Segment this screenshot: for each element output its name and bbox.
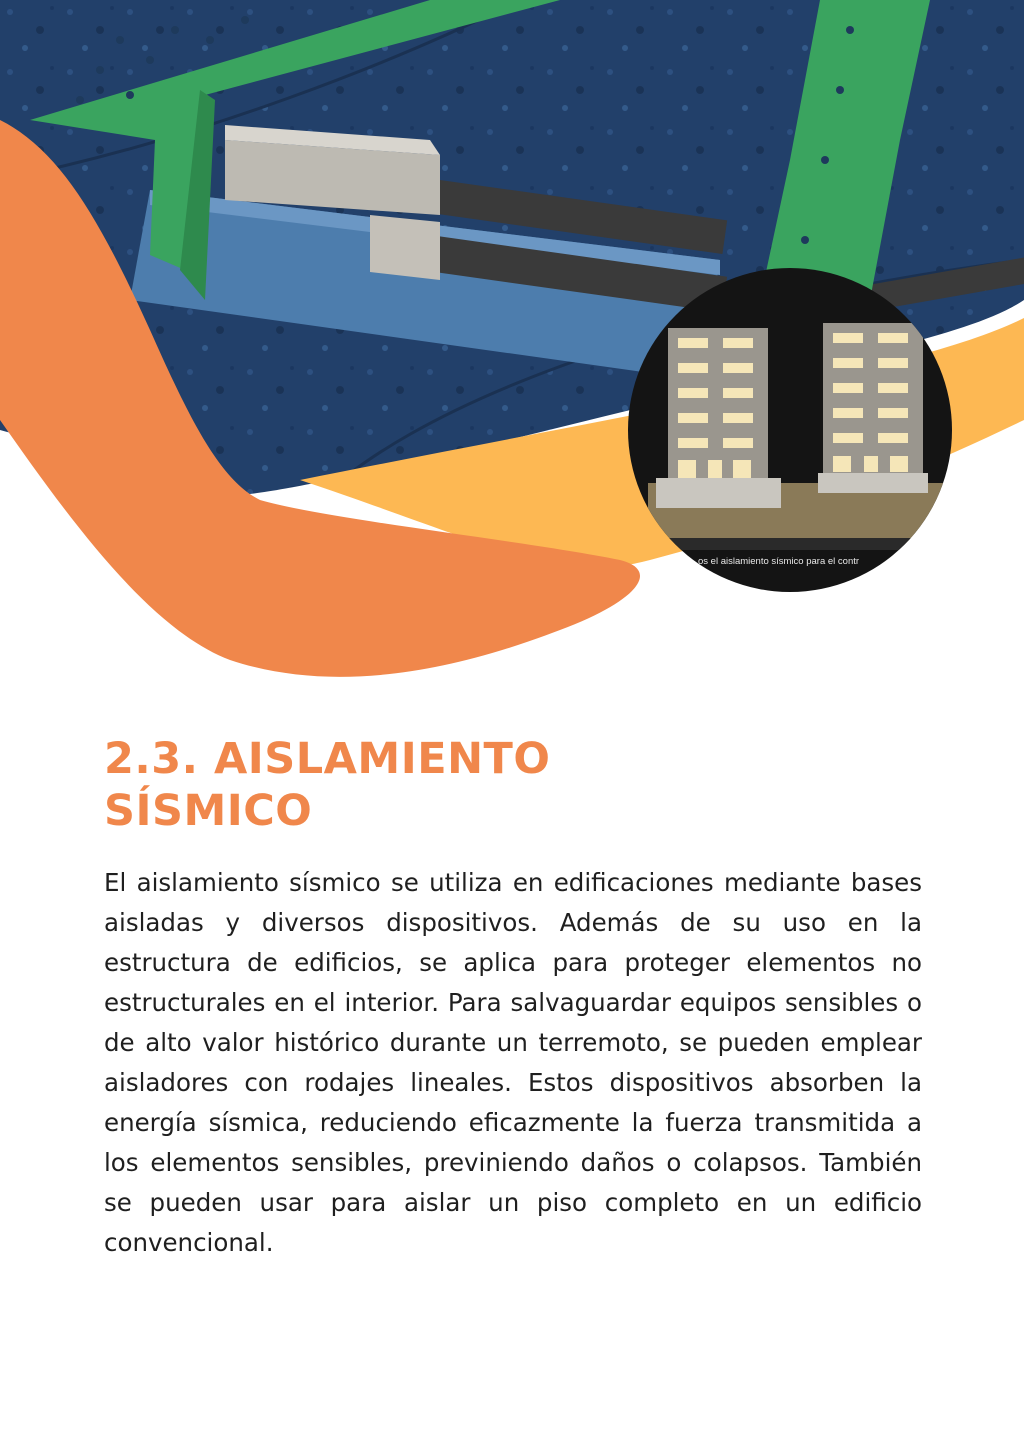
inset-caption: os el aislamiento sísmico para el contr [698,556,860,567]
inset-buildings-photo [628,268,952,592]
section-body-paragraph: El aislamiento sísmico se utiliza en edificaciones mediante bases aisladas y diversos dispositivos. Además de su uso en la estructura de edificios, se aplica para proteger elementos no estructurales en el interior. Para salvaguardar equipos sensibles o de alto valor histórico durante un terremoto, se pueden emplear aisladores con rodajes lineales. Estos dispositivos absorben la energía sísmica, reduciendo eficazmente la fuerza transmitida a los elementos sensibles, previniendo daños o colapsos. También se pueden usar para aislar un piso completo en un edificio convencional. [104,868,922,1257]
building-models-illustration [628,268,952,592]
section-title-line-1: 2.3. AISLAMIENTO [104,734,551,784]
section-title-line-2: SÍSMICO [104,786,313,836]
right-building-model [818,323,928,493]
hero-graphic [0,0,1024,700]
section-title [104,733,550,837]
left-building-model [656,328,781,508]
